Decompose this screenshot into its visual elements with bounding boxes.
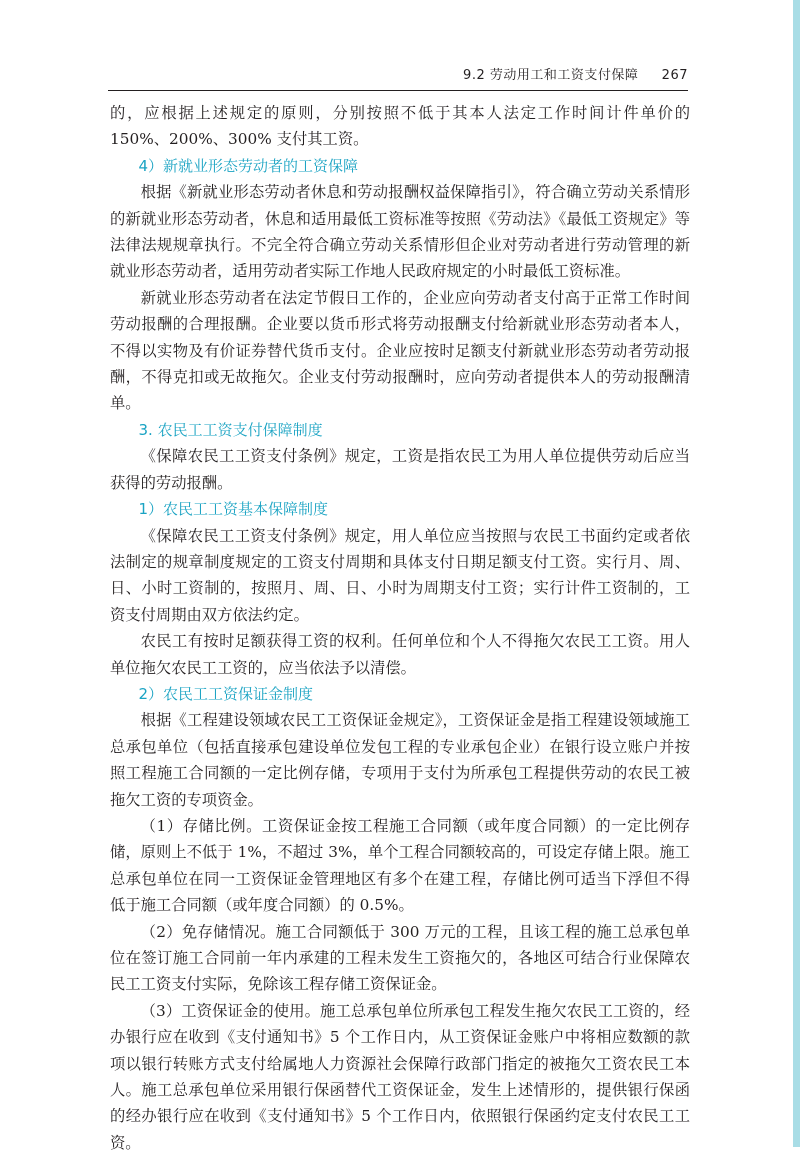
section-heading: 3. 农民工工资支付保障制度 [138,420,323,439]
header-right [463,64,688,83]
header-section-number: 9.2 [463,68,486,83]
body-paragraph: 农民工有按时足额获得工资的权利。任何单位和个人不得拖欠农民工工资。用人单位拖欠农民工工资的，应当依法予以清偿。 [110,632,690,677]
page-edge-stripe [793,0,800,1147]
section-heading: 1）农民工工资基本保障制度 [138,500,329,519]
body-paragraph: 《保障农民工工资支付条例》规定，工资是指农民工为用人单位提供劳动后应当获得的劳动报酬。 [110,447,690,492]
page-body [110,100,690,1156]
body-paragraph: 新就业形态劳动者在法定节假日工作的，企业应向劳动者支付高于正常工作时间劳动报酬的合理报酬。企业要以货币形式将劳动报酬支付给新就业形态劳动者本人，不得以实物及有价证券替代货币支付。企业应按时足额支付新就业形态劳动者劳动报酬，不得克扣或无故拖欠。企业支付劳动报酬时，应向劳动者提供本人的劳动报酬清单。 [110,288,690,413]
section-heading: 4）新就业形态劳动者的工资保障 [138,156,359,175]
page-number: 267 [661,68,688,83]
running-header [108,56,688,91]
header-section-title: 劳动用工和工资支付保障 [489,68,639,83]
section-heading: 2）农民工工资保证金制度 [138,684,314,703]
body-paragraph: 根据《新就业形态劳动者休息和劳动报酬权益保障指引》，符合确立劳动关系情形的新就业形态劳动者，休息和适用最低工资标准等按照《劳动法》《最低工资规定》等法律法规规章执行。不完全符合确立劳动关系情形但企业对劳动者进行劳动管理的新就业形态劳动者，适用劳动者实际工作地人民政府规定的小时最低工资标准。 [110,183,690,281]
body-paragraph: 《保障农民工工资支付条例》规定，用人单位应当按照与农民工书面约定或者依法制定的规章制度规定的工资支付周期和具体支付日期足额支付工资。实行月、周、日、小时工资制的，按照月、周、日、小时为周期支付工资；实行计件工资制的，工资支付周期由双方依法约定。 [110,526,690,624]
body-paragraph: （1）存储比例。工资保证金按工程施工合同额（或年度合同额）的一定比例存储，原则上不低于 1%，不超过 3%，单个工程合同额较高的，可设定存储上限。施工总承包单位在同一工资保证金管理地区有多个在建工程，存储比例可适当下浮但不得低于施工合同额（或年度合同额）的 0.5%。 [110,816,690,915]
body-paragraph: （2）免存储情况。施工合同额低于 300 万元的工程，且该工程的施工总承包单位在签订施工合同前一年内承建的工程未发生工资拖欠的，各地区可结合行业保障农民工工资支付实际，免除该工程存储工资保证金。 [110,922,690,994]
body-paragraph: （3）工资保证金的使用。施工总承包单位所承包工程发生拖欠农民工工资的，经办银行应在收到《支付通知书》5 个工作日内，从工资保证金账户中将相应数额的款项以银行转账方式支付给属地人力资源社会保障行政部门指定的被拖欠工资农民工本人。施工总承包单位采用银行保函替代工资保证金，发生上述情形的，提供银行保函的经办银行应在收到《支付通知书》5 个工作日内，依照银行保函约定支付农民工工资。 [110,1001,690,1152]
body-paragraph: 的，应根据上述规定的原则，分别按照不低于其本人法定工作时间计件单价的 150%、200%、300% 支付其工资。 [110,104,690,149]
body-paragraph: 根据《工程建设领域农民工工资保证金规定》，工资保证金是指工程建设领域施工总承包单位（包括直接承包建设单位发包工程的专业承包企业）在银行设立账户并按照工程施工合同额的一定比例存储，专项用于支付为所承包工程提供劳动的农民工被拖欠工资的专项资金。 [110,711,690,809]
